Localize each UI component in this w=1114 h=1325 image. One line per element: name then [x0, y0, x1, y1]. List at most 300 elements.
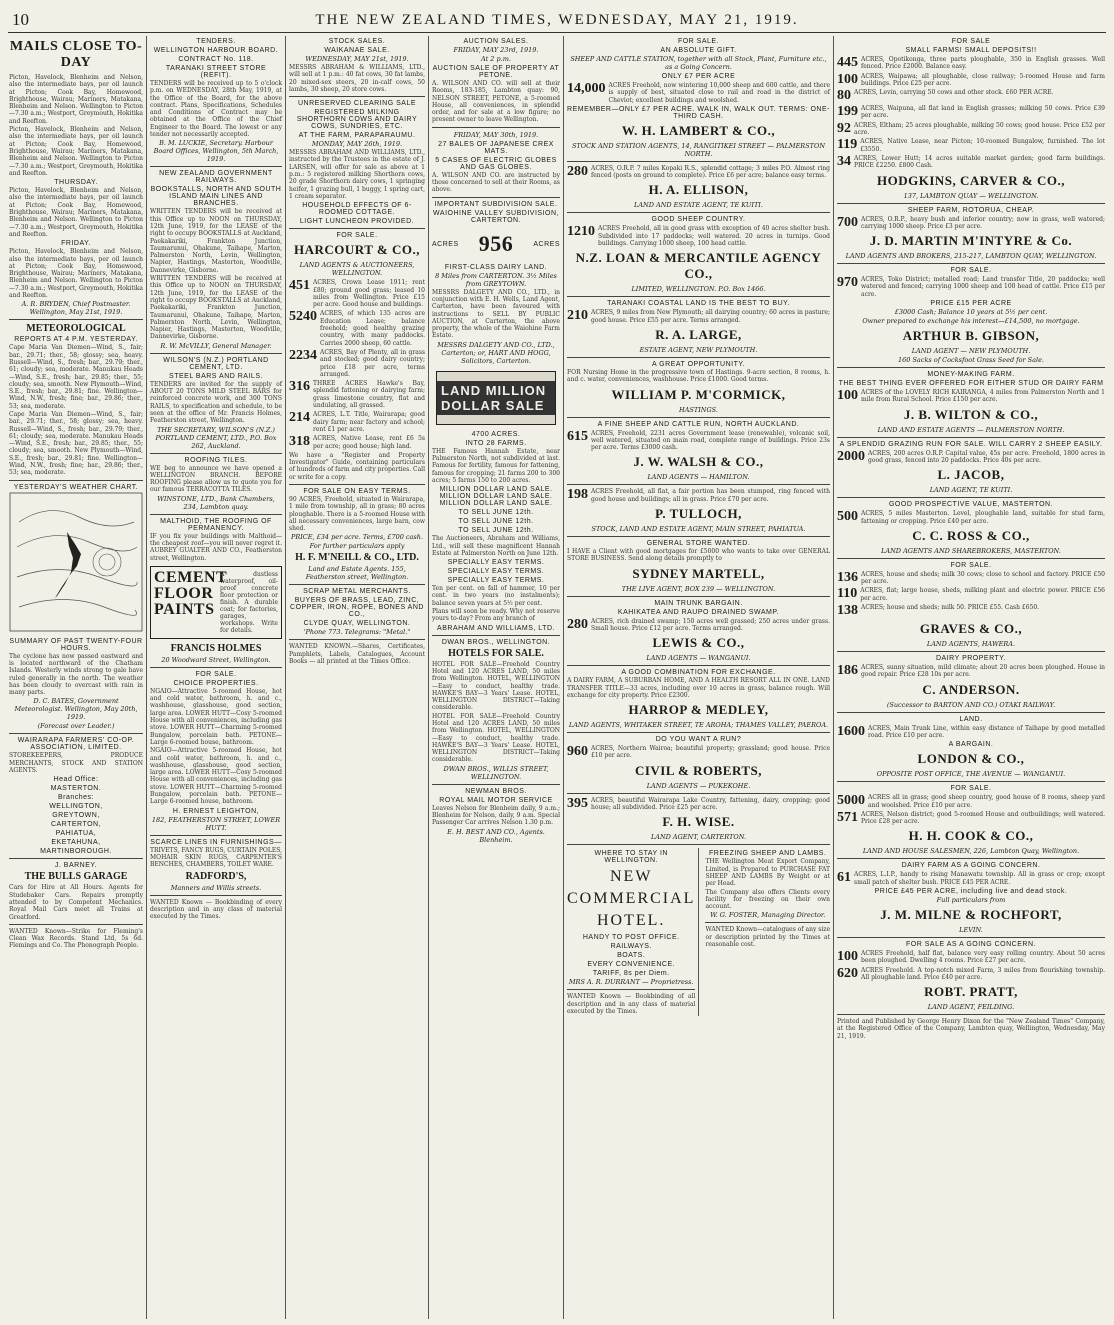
mails-text-2: Picton, Havelock, Blenheim and Nelson, also the intermediate bays, per oil launch at Picton; Cook Bay, Homewood, Brighthouse, Wairau; Mariners, Matakana, Blenheim and Nelson. Wellington to Picton—7.30 a.m.; Westport, Greymouth, Hokitika and Reefton.	[9, 126, 143, 177]
tulloch-subtitle: STOCK, LAND AND ESTATE AGENT, MAIN STREET, PAHIATUA.	[591, 525, 806, 534]
graves-name: GRAVES & CO.,	[919, 621, 1023, 637]
auction-time: At 2 p.m.	[481, 55, 511, 63]
acreage: 100	[837, 71, 858, 87]
clyde-quay: CLYDE QUAY, WELLINGTON.	[303, 620, 411, 628]
listing-text: ACRES, L.T. Title, Wairarapa; good dairy farm; near factory and school; rent £1 per acre.	[313, 411, 425, 433]
convenience-note: EVERY CONVENIENCE.	[587, 961, 676, 969]
listing-ad	[837, 89, 1105, 103]
coastal-heading: TARANAKI COASTAL LAND IS THE BEST TO BUY.	[607, 300, 790, 308]
phone-line: 'Phone 773. Telegrams: "Metal."	[303, 628, 411, 637]
acreage: 92	[837, 120, 851, 136]
mcneill-name: H. F. M'NEILL & CO., LTD.	[295, 552, 419, 564]
abraham-williams: ABRAHAM AND WILLIAMS, LTD.	[437, 624, 555, 632]
malthoid-text: IF you fix your buildings with Malthoid—the cheapest roof—you will never regret it. AUBREY GUALTER AND CO., Featherston street, Wellington.	[150, 532, 282, 562]
mail-service-text: Leaves Nelson for Blenheim daily, 9 a.m.; Blenheim for Nelson, daily, 9 a.m. Special Passenger Car arrives Nelson 1.30 p.m.	[432, 804, 560, 827]
page-title: THE NEW ZEALAND TIMES, WEDNESDAY, MAY 21, 1919.	[315, 12, 799, 28]
divider	[289, 228, 425, 229]
listing-ad	[289, 279, 425, 308]
listing-ad	[837, 950, 1105, 965]
printer-imprint: Printed and Published by George Henry Dixon for the "New Zealand Times" Company, at the Registered Office of the Company, Lambton quay, Wellington, Wednesday, May 21, 1919.	[837, 1018, 1105, 1040]
divider	[9, 319, 143, 320]
gibson-name: ARTHUR B. GIBSON,	[902, 328, 1040, 344]
divider	[567, 536, 830, 537]
tulloch-name: P. TULLOCH,	[655, 506, 742, 522]
hotel-word: HOTEL.	[597, 912, 666, 930]
listing-ad	[837, 794, 1105, 809]
farms-heading: INTO 28 FARMS.	[465, 439, 527, 447]
acreage: 615	[567, 428, 588, 444]
acreage: 2000	[837, 448, 865, 464]
mails-text-4: Picton, Havelock, Blenheim and Nelson, also the intermediate bays, per oil launch at Picton; Cook Bay, Homewood, Brighthouse, Wairau; Mariners, Matakana, Blenheim and Nelson. Wellington to Picton—7.30 a.m.; Westport, Greymouth, Hokitika and Reefton.	[9, 248, 143, 300]
acreage: 1210	[567, 224, 595, 240]
divider	[150, 667, 282, 668]
lambert-name: W. H. LAMBERT & CO.,	[621, 122, 776, 138]
divider	[150, 835, 282, 836]
acreage-heading: 4700 ACRES.	[471, 430, 521, 438]
walsh-subtitle: LAND AGENTS — HAMILTON.	[647, 473, 750, 482]
listing-ad	[837, 664, 1105, 679]
listing-text: ACRES, L.I.P., handy to rising Manawatu township. All in grass or crop; except small patch of shelter bush. PRICE £45 PER ACRE.	[854, 871, 1105, 886]
listing-ad	[289, 411, 425, 433]
listing-text: ACRES Freehold, all flat, a fair portion has been stumped, ring fenced with good house and buildings; all in grass. Price £70 per acre.	[591, 488, 830, 503]
gift-heading: AN ABSOLUTE GIFT.	[660, 47, 737, 54]
sale-june: TO SELL JUNE 12th.	[458, 518, 534, 526]
harbour-board-heading: WELLINGTON HARBOUR BOARD.	[153, 47, 279, 54]
divider	[9, 924, 143, 925]
milne-subtitle: LEVIN.	[959, 925, 983, 934]
leighton-address: 182, FEATHERSTON STREET, LOWER HUTT.	[151, 815, 281, 832]
large-subtitle: ESTATE AGENT, NEW PLYMOUTH.	[639, 345, 758, 354]
deposit-text: Ten per cent. on fall of hammer, 10 per cent. in two years (no instalments); balance seven years at 5½ per cent.	[432, 585, 560, 607]
listing-ad	[567, 488, 830, 503]
masthead	[8, 6, 1106, 33]
acreage: 214	[289, 410, 310, 426]
listing-text: ACRES Freehold, half flat, balance very easy rolling country. About 50 acres been ploughed. Dwelling 4 rooms. Price £27 per acre.	[861, 949, 1105, 965]
divider	[289, 484, 425, 485]
hodgkins-name: HODGKINS, CARVER & CO.,	[877, 172, 1065, 188]
acreage: 500	[837, 509, 858, 525]
divider	[567, 417, 830, 418]
scarce-heading: SCARCE LINES IN FURNISHINGS—	[150, 838, 282, 846]
town-item: PAHIATUA,	[55, 830, 97, 838]
acreage: 1600	[837, 723, 865, 739]
milne-name: J. M. MILNE & ROCHFORT,	[880, 906, 1062, 922]
listing-text: ACRES, flat; large house, sheds, milking plant and electric power. PRICE £56 per acre.	[860, 587, 1105, 602]
dalgety-text: MESSRS DALGETY AND CO., LTD., in conjunction with E. H. Wells, Land Agent, Carterton, have been favoured with instructions to SELL BY PUBLIC AUCTION, at Carterton, the above property, the whole of the Waiohine Farm Estate.	[432, 288, 560, 340]
divider	[9, 858, 143, 859]
household-heading: HOUSEHOLD EFFECTS OF 6-ROOMED COTTAGE.	[302, 202, 412, 217]
listing-ad	[837, 967, 1105, 982]
listing-ad	[837, 276, 1105, 298]
martell-name: SYDNEY MARTELL,	[632, 565, 765, 581]
listing-text: ACRES, sunny situation, mild climate; about 20 acres been ploughed. House in good repair. Price £28 10s per acre.	[861, 664, 1105, 679]
listing-text: ACRES, rich drained swamp; 150 acres well grassed; 250 acres under grass. Small house. Price £12 per acre. Terms arranged.	[591, 617, 830, 632]
cook-name: H. H. COOK & CO.,	[908, 828, 1034, 844]
luncheon-note: LIGHT LUNCHEON PROVIDED.	[299, 218, 415, 226]
divider	[432, 784, 560, 785]
divider	[567, 296, 830, 297]
ellison-subtitle: LAND AND ESTATE AGENT, TE KUITI.	[634, 201, 763, 210]
mcintyre-name: J. D. MARTIN M'INTYRE & Co.	[869, 233, 1073, 249]
acreage: 61	[837, 870, 851, 886]
listing-text: ACRES Freehold, now wintering 10,000 sheep and 600 cattle, and there is supply of best, situated close to rail and road in the district of Cheviot; excellent buildings and woolshed.	[608, 82, 830, 104]
tender-text: TENDERS will be received up to 5 o'clock p.m. on WEDNESDAY, 28th May, 1919, at the Office of the Board, for the above contract. Plans, Specifications, Schedules and Conditions of Contract may be obtained at the Office of the Chief Engineer to the Board. The lowest or any tender not necessarily accepted.	[150, 80, 282, 139]
freezing-ad	[705, 848, 830, 1016]
nzloan-name: N.Z. LOAN & MERCANTILE AGENCY CO.,	[575, 250, 822, 282]
divider	[289, 639, 425, 640]
distance-note: 8 Miles from CARTERTON. 3½ Miles from GREYTOWN.	[435, 271, 557, 288]
easy-terms: SPECIALLY EASY TERMS.	[447, 577, 545, 585]
acreage: 318	[289, 434, 310, 450]
divider	[567, 357, 830, 358]
particulars-line: For further particulars apply	[309, 542, 405, 551]
summary-heading: SUMMARY OF PAST TWENTY-FOUR HOURS.	[9, 637, 143, 652]
listing-text: ACRES, Levin, carrying 50 cows and other stock. £60 PER ACRE.	[854, 89, 1054, 97]
listing-ad	[567, 309, 830, 324]
acreage: 110	[837, 586, 858, 602]
divider	[837, 651, 1105, 652]
money-subheading: THE BEST THING EVER OFFERED FOR EITHER STUD OR DAIRY FARM	[838, 380, 1104, 388]
tender-signature: B. M. LUCKIE, Secretary. Harbour Board Offices, Wellington, 5th March, 1919.	[153, 139, 279, 164]
railways-text: WRITTEN TENDERS will be received at this Office up to NOON on THURSDAY, 12th June, 1919, for the LEASE of the right to occupy BOOKSTALLS at Auckland, Paekakariki, Frankton Junction, Taumarunui, Ohakune, Taihape, Marton, Palmerston North, Levin, Wellington, Napier, Hastings, Masterton, Woodville, Dannevirke, Gisborne.	[150, 208, 282, 274]
listing-text: ACRES, Toko District; metalled road; Land transfer Title, 20 paddocks; well watered and fenced; carrying 1000 sheep and 100 head of cattle. Price £15 per acre.	[861, 276, 1105, 298]
easy-terms-heading: FOR SALE ON EASY TERMS.	[303, 487, 411, 495]
choice-properties-heading: CHOICE PROPERTIES.	[173, 679, 259, 687]
land-sale-banner-text: LAND MILLION DOLLAR SALE	[437, 381, 555, 415]
listing-ad	[837, 122, 1105, 137]
railways-signature: R. W. McVILLY, General Manager.	[160, 341, 272, 350]
listing-text: ACRES, house and sheds; milk 30 cows; close to school and factory. PRICE £50 per acre.	[861, 570, 1105, 586]
walsh-name: J. W. WALSH & CO.,	[633, 454, 764, 470]
railways-note: RAILWAYS.	[610, 943, 652, 951]
run-heading: DO YOU WANT A RUN?	[655, 736, 742, 744]
scrap-metal-heading: SCRAP METAL MERCHANTS.	[303, 588, 411, 596]
opportunity-heading: A GREAT OPPORTUNITY.	[651, 360, 746, 368]
for-sale-heading: FOR SALE.	[677, 38, 720, 45]
lewis-subtitle: LAND AGENTS — WANGANUI.	[646, 654, 751, 663]
waiohine-heading: WAIOHINE VALLEY SUBDIVISION, CARTERTON.	[433, 209, 559, 224]
met-report: Cape Maria Van Diemen—Wind, S., fair; bar., 29.71; ther., 58; glossy; sea, heavy. Russell—Wind, S., fresh; bar., 29.79; ther., 61; cloudy; sea, moderate. Manukau Heads—Wind, S.E., fresh; bar., 29.85; ther., 55; cloudy; sea, smooth. New Plymouth—Wind, S.E., fresh; bar., 29.81; fine. Wellington—Wind, N.W., fresh; fine; bar., 29.86; ther., 53; sea, moderate.	[9, 344, 143, 410]
met-report-2: Cape Maria Van Diemen—Wind, S., fair; bar., 29.71; ther., 58; glossy; sea, heavy. Russell—Wind, S., fresh; bar., 29.79; ther., 61; cloudy; sea, moderate. Manukau Heads—Wind, S.E., fresh; bar., 29.85; ther., 55; cloudy; sea, smooth. New Plymouth—Wind, S.E., fresh; bar., 29.81; fine. Wellington—Wind, N.W., fresh; fine; bar., 29.86; ther., 53; sea, moderate.	[9, 410, 143, 477]
listing-text: ACRES, beautiful Wairarapa Lake Country, fattening, dairy, cropping; good house; all subdivided. Price £25 per acre.	[591, 796, 830, 812]
mail-service-heading: ROYAL MAIL MOTOR SERVICE	[439, 796, 553, 804]
taranaki-store: TARANAKI STREET STORE (REFIT).	[165, 65, 267, 79]
listing-ad	[567, 82, 830, 104]
petone-text: A. WILSON AND CO. will sell at their Rooms, 183-185, Lambton quay: 90, NELSON STREET, PETONE, a 5-roomed House, all conveniences, in splendid order, and for sale at a low figure; no present owner to leave Wellington.	[432, 80, 560, 124]
bulls-garage-heading: THE BULLS GARAGE	[24, 871, 128, 883]
divider	[837, 263, 1105, 264]
wise-name: F. H. WISE.	[662, 814, 735, 830]
listing-text: ACRES, 9 miles from New Plymouth; all dairying country; 60 acres in pasture; good house. Price £55 per acre. Terms arranged.	[591, 309, 830, 324]
subdivision-heading: IMPORTANT SUBDIVISION SALE.	[434, 200, 558, 208]
chief-postmaster: A. R. BRYDEN, Chief Postmaster. Wellington, May 21st, 1919.	[21, 300, 131, 317]
listing-ad	[289, 349, 425, 378]
listing-ad	[567, 165, 830, 180]
listing-text: ACRES, Freehold, 2231 acres Government lease (renewable), volcanic soil, well watered, situated on main road, complete range of buildings. Price 23s per acre. Terms £3000 cash.	[591, 429, 830, 452]
dwan-signature: DWAN BROS., WILLIS STREET, WELLINGTON.	[443, 764, 549, 781]
listing-ad	[567, 618, 830, 633]
unreserved-heading: UNRESERVED CLEARING SALE	[297, 100, 417, 108]
acreage: 198	[567, 487, 588, 503]
exchange-text: A DAIRY FARM, A SUBURBAN HOME, AND A HEALTH RESORT ALL IN ONE. LAND TRANSFER TITLE—33 acres, including over 10 acres in grass, balance rough. Will exchange for city property. Price £2300.	[567, 677, 830, 699]
milne-price: PRICE £45 PER ACRE, including live and dead stock.	[874, 887, 1068, 895]
listing-ad	[837, 587, 1105, 602]
hodgkins-subtitle: 137, LAMBTON QUAY — WELLINGTON.	[903, 191, 1039, 200]
hotel-new: NEW	[610, 868, 653, 886]
acreage: 199	[837, 104, 858, 120]
crex-date: FRIDAY, MAY 30th, 1919.	[453, 130, 539, 139]
going-concern-heading: FOR SALE AS A GOING CONCERN.	[906, 940, 1036, 948]
divider	[837, 497, 1105, 498]
tenders-heading: TENDERS.	[196, 38, 236, 45]
listing-ad	[837, 510, 1105, 525]
summary-signature: D. C. BATES, Government Meteorologist. Wellington, May 20th, 1919.	[14, 697, 138, 722]
small-farms-heading: SMALL FARMS! SMALL DEPOSITS!!	[905, 47, 1037, 54]
acres-label: ACRES	[533, 240, 560, 248]
acreage: 136	[837, 569, 858, 585]
money-heading: MONEY-MAKING FARM.	[927, 371, 1015, 379]
met-subheading: REPORTS AT 4 P.M. YESTERDAY.	[14, 336, 138, 344]
column-6	[834, 36, 1108, 1319]
acreage: 210	[567, 308, 588, 324]
masterton-heading: GOOD PROSPECTIVE VALUE, MASTERTON.	[888, 501, 1054, 509]
pratt-name: ROBT. PRATT,	[924, 984, 1018, 1000]
wanted-notice: WANTED Known—catalogues of any size or description printed by the Times at reasonable cost.	[705, 926, 830, 948]
farm-date: MONDAY, MAY 26th, 1919.	[311, 140, 403, 149]
acreage: 119	[837, 137, 858, 153]
column-4	[429, 36, 564, 1319]
gibson-price: PRICE £15 PER ACRE	[930, 300, 1012, 308]
durrant-note: MRS A. R. DURRANT — Proprietress.	[568, 978, 694, 987]
wilton-name: J. B. WILTON & CO.,	[903, 406, 1039, 422]
register-note: We have a "Register and Property Investigator" Guide, containing particulars of hundreds of farm and city properties. Call or write for a copy.	[289, 451, 425, 481]
london-subtitle: OPPOSITE POST OFFICE, THE AVENUE — WANGANUI.	[876, 770, 1066, 779]
listing-text: ACRES; house and sheds; milk 50. PRICE £55. Cash £650.	[861, 604, 1040, 612]
exchange-heading: A GOOD COMBINATION FOR EXCHANGE.	[621, 669, 776, 677]
wanted-notice: WANTED Known — Bookbinding of every description and in any class of material executed by the Times.	[150, 898, 282, 921]
acreage: 138	[837, 603, 858, 619]
listing-text: ACRES Freehold. A top-notch mixed Farm, 3 miles from flourishing township. All ploughable land. Price £40 per acre.	[861, 966, 1105, 981]
mcneill-subtitle: Land and Estate Agents. 155, Featherston street, Wellington.	[305, 565, 409, 582]
divider	[567, 212, 830, 213]
acreage: 280	[567, 163, 588, 179]
cement-floor-paints-ad	[150, 566, 282, 639]
jacob-subtitle: LAND AGENT, TE KUITI.	[929, 486, 1013, 495]
town-item: Branches:	[57, 794, 95, 802]
divider	[837, 937, 1105, 938]
mail-agents: E. H. BEST AND CO., Agents. Blenheim.	[447, 827, 545, 844]
divider	[567, 989, 695, 990]
acreage: 5000	[837, 793, 865, 809]
divider	[567, 484, 830, 485]
listing-ad	[837, 811, 1105, 826]
acreage: 395	[567, 795, 588, 811]
listing-ad	[837, 571, 1105, 586]
column-3	[286, 36, 429, 1319]
steel-heading: STEEL BARS AND RAILS.	[169, 372, 263, 380]
mails-text: Picton, Havelock, Blenheim and Nelson, also the intermediate bays, per oil launch at Picton; Cook Bay, Homewood, Brighthouse, Wairau; Mariners, Matakana, Blenheim and Nelson. Wellington to Picton—7.30 a.m.; Westport, Greymouth, Hokitika and Reefton.	[9, 74, 143, 125]
gift-subheading: SHEEP AND CATTLE STATION, together with all Stock, Plant, Furniture etc., as a Going Concern.	[570, 55, 827, 71]
listing-ad	[837, 56, 1105, 71]
farm-location: AT THE FARM, PARAPARAUMU.	[298, 132, 416, 140]
summary-text: The cyclone has now passed eastward and is located northward of the Chatham Islands. Westerly winds strong to gale have ruled generally in the north. The weather has been cloudy to overcast with rain in many parts.	[9, 652, 143, 697]
auction-date: FRIDAY, MAY 23rd, 1919.	[453, 46, 539, 54]
listing-ad	[837, 725, 1105, 740]
divider	[567, 793, 830, 794]
railways-heading: NEW ZEALAND GOVERNMENT RAILWAYS.	[159, 170, 273, 185]
listing-ad	[567, 745, 830, 760]
lambert-subtitle: STOCK AND STATION AGENTS, 14, RANGITIKEI STREET — PALMERSTON NORTH.	[571, 141, 826, 158]
nzloan-subtitle: LIMITED, WELLINGTON. P.O. Box 1466.	[631, 285, 766, 294]
listing-ad	[837, 73, 1105, 88]
town-item: MARTINBOROUGH.	[40, 848, 112, 856]
farm-text: MESSRS ABRAHAM AND WILLIAMS, LTD., instructed by the Trustees in the estate of J. LARSEN, will offer for sale as above at 1 p.m.: 5 registered milking Shorthorn cows, 20 grade Shorthorn dairy cows, 1 springing heifer, 1 grazing bull, 1 buggy, 1 spring cart, 1 cream separator.	[289, 149, 425, 200]
column-5	[564, 36, 834, 1319]
malthoid-heading: MALTHOID, THE ROOFING OF PERMANENCY.	[160, 517, 272, 532]
listing-text: ACRES, Lower Hutt; 14 acres suitable market garden; good farm buildings. PRICE £2250. £800 Cash.	[854, 154, 1105, 170]
page-number: 10	[12, 10, 29, 29]
wise-subtitle: LAND AGENT, CARTERTON.	[650, 833, 747, 842]
listing-ad	[837, 871, 1105, 886]
divider	[837, 367, 1105, 368]
divider	[837, 712, 1105, 713]
listing-ad	[289, 380, 425, 409]
listing-text: ACRES, Native Lease, rent £6 5s per acre; good house; high land.	[313, 435, 425, 450]
listing-ad	[567, 225, 830, 247]
cook-subtitle: LAND AND HOUSE SALESMEN, 226, Lambton Quay, Wellington.	[862, 847, 1080, 856]
town-item: GREYTOWN,	[52, 812, 100, 820]
for-sale-heading: FOR SALE.	[950, 561, 992, 569]
only-price: ONLY £7 PER ACRE	[661, 73, 736, 80]
opportunity-text: FOR Nursing Home in the progressive town of Hastings. 9-acre section, 8 rooms, h. and c. water, conveniences, washhouse. Price £1000. Good terms.	[567, 368, 830, 384]
shorthorn-heading: REGISTERED MILKING SHORTHORN COWS AND DAIRY COWS, SUNDRIES, ETC.	[296, 109, 418, 131]
friday-label: FRIDAY.	[61, 240, 91, 248]
for-sale-heading: FOR SALE	[951, 38, 991, 45]
milne-particulars: Full particulars from	[936, 895, 1006, 904]
divider	[432, 635, 560, 636]
listing-text: ACRES, of which 135 acres are Education Lease; balance freehold; good healthy grazing country, with many paddocks. Carries 2000 sheep, 60 cattle.	[320, 310, 425, 347]
divider	[837, 858, 1105, 859]
auction-sales-heading: AUCTION SALES.	[463, 38, 529, 45]
ellison-name: H. A. ELLISON,	[648, 182, 749, 198]
hotels-text-2: HOTEL FOR SALE—Freehold Country Hotel and 120 ACRES LAND, 50 miles from Wellington. HOTEL, WELLINGTON—Easy to conduct, healthy trade. HAWKE'S BAY—3 Years' Lease. HOTEL, WELLINGTON DISTRICT—Taking considerable.	[432, 712, 560, 764]
acreage: 970	[837, 275, 858, 291]
lewis-name: LEWIS & CO.,	[652, 635, 745, 651]
freezing-heading: FREEZING SHEEP AND LAMBS.	[709, 850, 827, 858]
divider	[150, 514, 282, 515]
crex-subheading: 5 CASES OF ELECTRIC GLOBES AND GAS GLOBES.	[435, 156, 557, 171]
listing-text: ACRES, Main Trunk Line, within easy distance of Taihape by good metalled road. Price £10 per acre.	[868, 724, 1105, 739]
auctioneers-text: The Auctioneers, Abraham and Williams, Ltd., will sell these magnificent Hannah Estate at Palmerston North on June 12th.	[432, 535, 560, 557]
divider	[837, 203, 1105, 204]
sale-june: TO SELL JUNE 12th.	[458, 509, 534, 517]
divider	[705, 922, 830, 923]
wanted-notice: WANTED Known—Strike for Fleming's Clean Wax Records. Stand Ltd, 5s 6d. Flemings and Co. The Phonograph People.	[9, 927, 143, 950]
wanted-notice: WANTED KNOWN.—Shares, Certificates, Pamphlets, Labels, Catalogues, Account Books — all printed at the Times Office.	[289, 643, 425, 666]
main-trunk-heading: MAIN TRUNK BARGAIN.	[654, 599, 743, 607]
acreage: 316	[289, 379, 310, 395]
divider	[567, 596, 830, 597]
thursday-label: THURSDAY.	[54, 179, 98, 187]
roofing-text: WE beg to announce we have opened a WELLINGTON BRANCH. BEFORE ROOFING please allow us to quote you for our famous TERRACOTTA TILES.	[150, 464, 282, 494]
acreage: 80	[837, 88, 851, 104]
listing-ad	[837, 155, 1105, 170]
railways-text-2: WRITTEN TENDERS will be received at this Office up to NOON on THURSDAY, 12th June, 1919, for the LEASE of the right to occupy BOOKSTALLS at Auckland, Paekakariki, Frankton Junction, Taumarunui, Ohakune, Taihape, Marton, Palmerston North, Levin, Wellington, Napier, Hastings, Masterton, Woodville, Dannevirke, Gisborne.	[150, 275, 282, 341]
divider	[567, 844, 830, 845]
listing-text: THREE ACRES Hawke's Bay, splendid fattening or dairying farm; grass limestone country, flat and undulating, all grassed.	[313, 380, 425, 410]
divider	[837, 558, 1105, 559]
commercial-hotel-ad	[567, 848, 699, 1016]
winstone-signature: WINSTONE, LTD., Bank Chambers, 234, Lambton quay.	[157, 494, 275, 511]
london-name: LONDON & CO.,	[917, 751, 1025, 767]
divider	[567, 732, 830, 733]
stock-sales-heading: STOCK SALES.	[328, 38, 386, 45]
for-sale-heading: FOR SALE.	[950, 267, 992, 275]
listing-ad	[289, 435, 425, 450]
kahikatea-heading: KAHIKATEA AND RAUPO DRAINED SWAMP.	[617, 608, 780, 616]
north-auckland-heading: A FINE SHEEP AND CATTLE RUN, NORTH AUCKLAND.	[597, 420, 800, 428]
gibson-note: 160 Sacks of Cocksfoot Grass Seed for Sale.	[898, 356, 1044, 365]
scarce-text: TRIVETS, FANCY RUGS, CURTAIN POLES, MOHAIR SKIN RUGS, CARPENTER'S BENCHES, CHAMBERS, TOILET WARE.	[150, 846, 282, 869]
barney-name: J. BARNEY.	[54, 862, 98, 870]
wilton-subtitle: LAND AND ESTATE AGENTS — PALMERSTON NORTH.	[877, 425, 1065, 434]
column-2	[147, 36, 286, 1319]
hannah-text: THE Famous Hannah Estate, near Palmerston North, not subdivided at last. Famous for fertility, famous for fattening, famous for cropping; 21 farms 200 to 300 acres; 5 farms 150 to 200 acres.	[432, 447, 560, 484]
waikanae-heading: WAIKANAE SALE.	[324, 47, 390, 54]
handy-note: HANDY TO POST OFFICE.	[582, 934, 680, 942]
listing-text: ACRES, Native Lease, near Picton; 10-roomed Bungalow, furnished. The lot £3550.	[860, 138, 1105, 153]
divider	[289, 584, 425, 585]
column-1	[6, 36, 147, 1319]
listing-ad	[289, 310, 425, 346]
meteorological-heading: METEOROLOGICAL	[26, 323, 126, 335]
martell-subtitle: THE LIVE AGENT, BOX 239 — WELLINGTON.	[621, 584, 776, 593]
land-heading: LAND.	[959, 715, 983, 723]
easy-terms: SPECIALLY EASY TERMS.	[447, 559, 545, 567]
divider	[432, 197, 560, 198]
divider	[432, 127, 560, 128]
newman-heading: NEWMAN BROS.	[465, 787, 527, 795]
sale-june: TO SELL JUNE 12th.	[458, 527, 534, 535]
acreage: 2234	[289, 347, 317, 363]
town-item: MASTERTON.	[50, 785, 102, 793]
divider	[289, 96, 425, 97]
roofing-heading: ROOFING TILES.	[184, 456, 248, 464]
listing-ad	[567, 797, 830, 812]
harrop-subtitle: LAND AGENTS, WHITAKER STREET, TE AROHA; THAMES VALLEY, PAEROA.	[568, 721, 829, 730]
listing-text: ACRES, 200 acres O.R.P. Capital value, 45s per acre. Freehold, 1800 acres in good grass, fenced into 20 paddocks. Price 40s per acre.	[868, 449, 1105, 464]
for-sale-heading: FOR SALE.	[336, 232, 378, 240]
radfords-name: RADFORD'S,	[185, 870, 247, 882]
gibson-owner: Owner prepared to exchange his interest—£14,500, no mortgage.	[862, 317, 1080, 326]
roberts-name: CIVIL & ROBERTS,	[634, 762, 763, 778]
town-item: WELLINGTON,	[49, 803, 103, 811]
listing-text: ACRES, 5 miles Masterton. Level, ploughable land, suitable for stud farm, fattening or cropping. Price £40 per acre.	[861, 510, 1105, 525]
cement-floor-paints-text: A dustless waterproof, oil-proof concrete floor protection or finish. A durable coat; for factories, garages, workshops. Write for details.	[220, 570, 278, 634]
divider	[837, 1014, 1105, 1015]
listing-ad	[567, 430, 830, 452]
divider	[567, 665, 830, 666]
meat-text: THE Wellington Meat Export Company, Limited, is Prepared to PURCHASE FAT SHEEP AND LAMBS By Weight or at per Head.	[705, 858, 830, 888]
bottom-ads	[567, 848, 830, 1016]
town-item: CARTERTON,	[50, 821, 102, 829]
ross-name: C. C. ROSS & CO.,	[912, 527, 1030, 543]
mccormick-name: WILLIAM P. M'CORMICK,	[611, 386, 786, 402]
hotel-commercial: COMMERCIAL	[567, 890, 696, 908]
crex-heading: 27 BALES OF JAPANESE CREX MATS.	[438, 140, 554, 155]
contract-number: CONTRACT No. 118.	[178, 56, 254, 63]
divider	[150, 353, 282, 354]
